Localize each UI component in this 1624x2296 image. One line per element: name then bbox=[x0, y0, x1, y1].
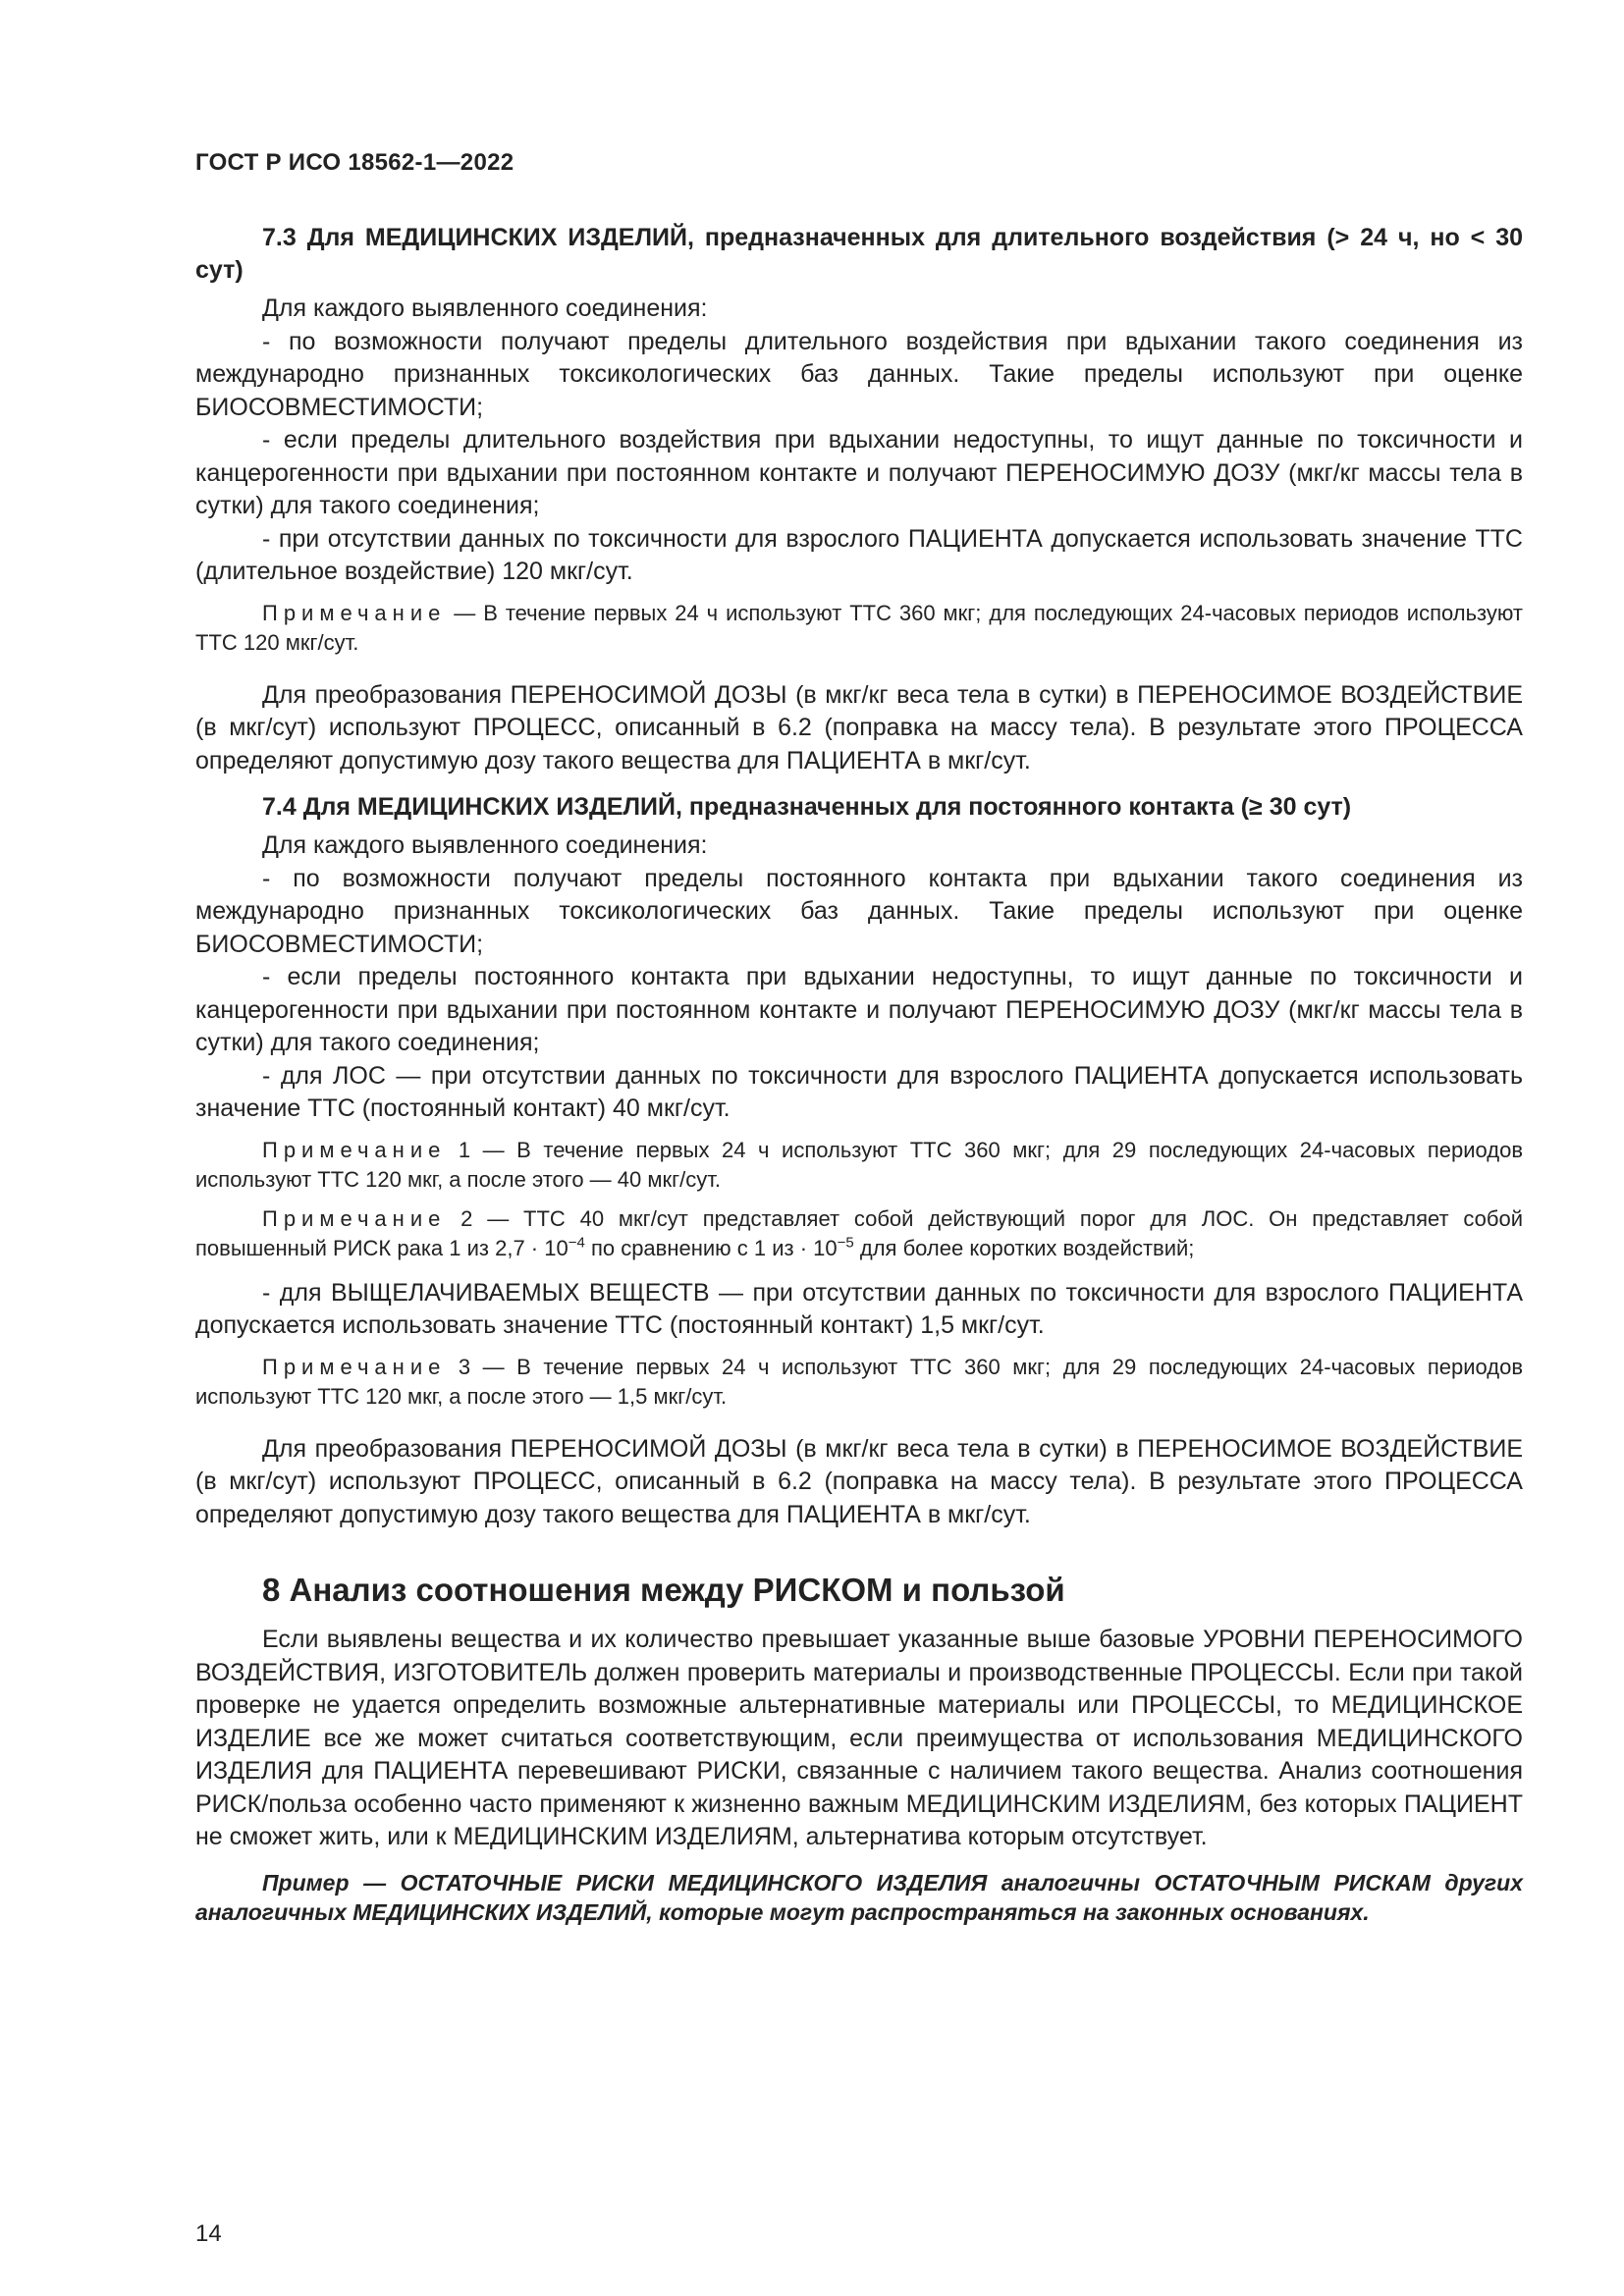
s74-conversion: Для преобразования ПЕРЕНОСИМОЙ ДОЗЫ (в мкг/кг веса тела в сутки) в ПЕРЕНОСИМОЕ ВОЗДЕЙСТВИЕ (в мкг/сут) используют ПРОЦЕСС, описанный в 6.2 (поправка на массу тела). В результате этого ПРОЦЕССА определяют допустимую дозу такого вещества для ПАЦИЕНТА в мкг/сут. bbox=[195, 1434, 1523, 1528]
page-number: 14 bbox=[195, 2220, 222, 2247]
note-text: — В течение первых 24 ч используют ТТС 360 мкг; для последующих 24-часовых периодов используют ТТС 120 мкг/сут. bbox=[195, 600, 1523, 655]
s74-note-3 bbox=[195, 1353, 1523, 1412]
s74-note-1 bbox=[195, 1136, 1523, 1195]
note-text: для более коротких воздействий; bbox=[853, 1235, 1195, 1260]
note-text: 2 — ТТС 40 мкг/сут представляет собой действующий порог для ЛОС. Он представляет собой повышенный РИСК рака 1 из 2,7 · 10 bbox=[195, 1205, 1523, 1260]
s74-item-3: - для ЛОС — при отсутствии данных по токсичности для взрослого ПАЦИЕНТА допускается использовать значение ТТС (постоянный контакт) 40 мкг/сут. bbox=[195, 1061, 1523, 1122]
note-label: Примечание bbox=[262, 600, 447, 625]
note-label: Примечание bbox=[262, 1354, 447, 1379]
s73-conversion: Для преобразования ПЕРЕНОСИМОЙ ДОЗЫ (в мкг/кг веса тела в сутки) в ПЕРЕНОСИМОЕ ВОЗДЕЙСТВИЕ (в мкг/сут) используют ПРОЦЕСС, описанный в 6.2 (поправка на массу тела). В результате этого ПРОЦЕССА определяют допустимую дозу такого вещества для ПАЦИЕНТА в мкг/сут. bbox=[195, 680, 1523, 774]
section-7-4-heading: 7.4 Для МЕДИЦИНСКИХ ИЗДЕЛИЙ, предназначенных для постоянного контакта (≥ 30 сут) bbox=[262, 793, 1352, 821]
s8-body: Если выявлены вещества и их количество превышает указанные выше базовые УРОВНИ ПЕРЕНОСИМОГО ВОЗДЕЙСТВИЯ, ИЗГОТОВИТЕЛЬ должен проверить материалы и производственные ПРОЦЕССЫ. Если при такой проверке не удается определить возможные альтернативные материалы или ПРОЦЕССЫ, то МЕДИЦИНСКОЕ ИЗДЕЛИЕ все же может считаться соответствующим, если преимущества от использования МЕДИЦИНСКОГО ИЗДЕЛИЯ для ПАЦИЕНТА перевешивают РИСКИ, связанные с наличием такого вещества. Анализ соотношения РИСК/польза особенно часто применяют к жизненно важным МЕДИЦИНСКИМ ИЗДЕЛИЯМ, без которых ПАЦИЕНТ не сможет жить, или к МЕДИЦИНСКИМ ИЗДЕЛИЯМ, альтернатива которым отсутствует. bbox=[195, 1626, 1523, 1850]
note-label: Примечание bbox=[262, 1137, 447, 1162]
note-text: по сравнению с 1 из · 10 bbox=[584, 1235, 838, 1260]
exponent: −5 bbox=[837, 1234, 854, 1252]
s73-intro: Для каждого выявленного соединения: bbox=[262, 294, 708, 322]
s8-example: Пример — ОСТАТОЧНЫЕ РИСКИ МЕДИЦИНСКОГО ИЗДЕЛИЯ аналогичны ОСТАТОЧНЫМ РИСКАМ других аналогичных МЕДИЦИНСКИХ ИЗДЕЛИЙ, которые могут распространяться на законных основаниях. bbox=[195, 1869, 1523, 1925]
section-7-3-heading: 7.3 Для МЕДИЦИНСКИХ ИЗДЕЛИЙ, предназначенных для длительного воздействия (> 24 ч, но < 30 сут) bbox=[195, 224, 1523, 284]
s73-note bbox=[195, 599, 1523, 658]
s74-item-2: - если пределы постоянного контакта при вдыхании недоступны, то ищут данные по токсичности и канцерогенности при вдыхании при постоянном контакте и получают ПЕРЕНОСИМУЮ ДОЗУ (мкг/кг массы тела в сутки) для такого соединения; bbox=[195, 963, 1523, 1056]
s74-note-2 bbox=[195, 1204, 1523, 1263]
note-text: 3 — В течение первых 24 ч используют ТТС 360 мкг; для 29 последующих 24-часовых периодов используют ТТС 120 мкг, а после этого — 1,5 мкг/сут. bbox=[195, 1354, 1523, 1409]
page-content bbox=[195, 222, 1523, 1927]
s74-intro: Для каждого выявленного соединения: bbox=[262, 831, 708, 859]
s73-item-1: - по возможности получают пределы длительного воздействия при вдыхании такого соединения из международно признанных токсикологических баз данных. Такие пределы используют при оценке БИОСОВМЕСТИМОСТИ; bbox=[195, 327, 1523, 421]
s73-item-3: - при отсутствии данных по токсичности для взрослого ПАЦИЕНТА допускается использовать значение ТТС (длительное воздействие) 120 мкг/сут. bbox=[195, 524, 1523, 585]
section-8-heading: 8 Анализ соотношения между РИСКОМ и пользой bbox=[262, 1572, 1065, 1608]
standard-header: ГОСТ Р ИСО 18562-1—2022 bbox=[195, 149, 514, 176]
s74-item-4: - для ВЫЩЕЛАЧИВАЕМЫХ ВЕЩЕСТВ — при отсутствии данных по токсичности для взрослого ПАЦИЕНТА допускается использовать значение ТТС (постоянный контакт) 1,5 мкг/сут. bbox=[195, 1278, 1523, 1339]
s74-item-1: - по возможности получают пределы постоянного контакта при вдыхании такого соединения из международно признанных токсикологических баз данных. Такие пределы используют при оценке БИОСОВМЕСТИМОСТИ; bbox=[195, 864, 1523, 958]
s73-item-2: - если пределы длительного воздействия при вдыхании недоступны, то ищут данные по токсичности и канцерогенности при вдыхании при постоянном контакте и получают ПЕРЕНОСИМУЮ ДОЗУ (мкг/кг массы тела в сутки) для такого соединения; bbox=[195, 426, 1523, 519]
note-label: Примечание bbox=[262, 1205, 447, 1231]
note-text: 1 — В течение первых 24 ч используют ТТС 360 мкг; для 29 последующих 24-часовых периодов используют ТТС 120 мкг, а после этого — 40 мкг/сут. bbox=[195, 1137, 1523, 1192]
exponent: −4 bbox=[568, 1234, 585, 1252]
